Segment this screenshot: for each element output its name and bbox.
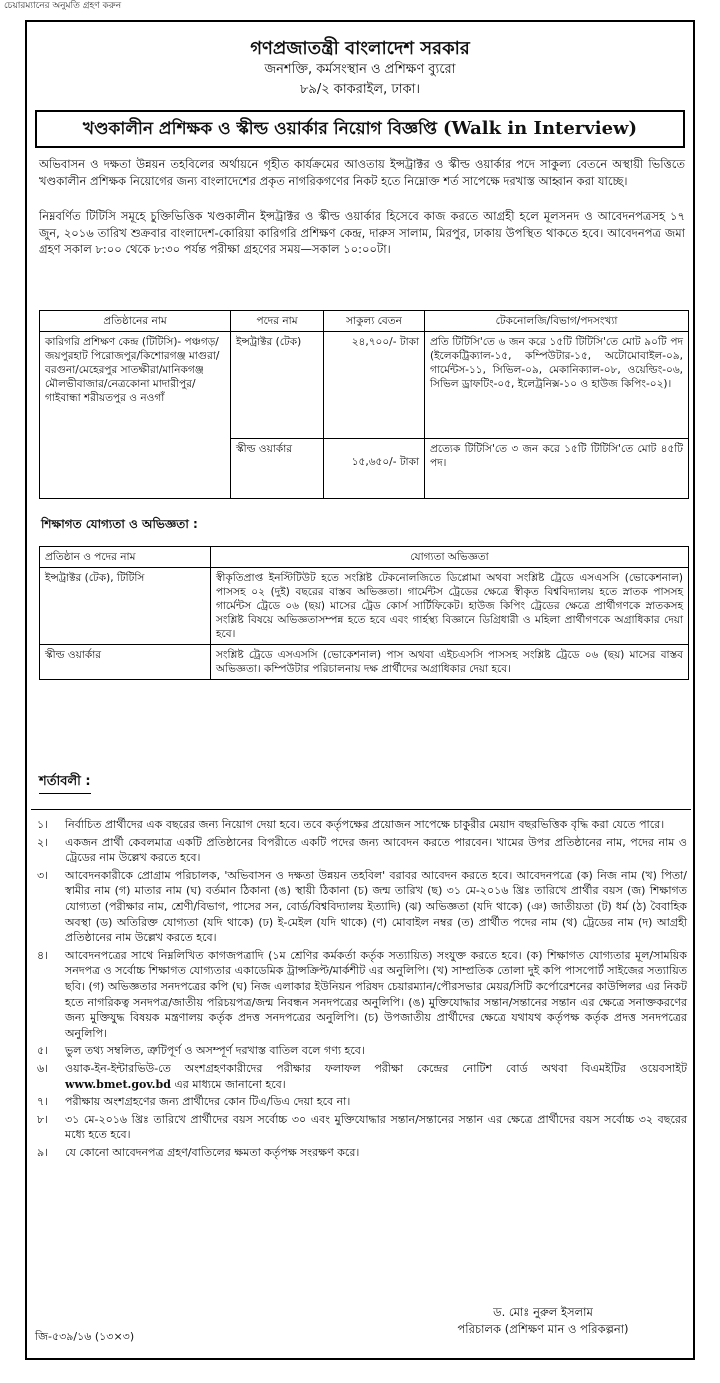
term-text: আবেদনকারীকে প্রোগ্রাম পরিচালক, 'অভিবাসন ও দক্ষতা উন্নয়ন তহবিল' বরাবর আবেদন করতে হবে। আবেদনপত্রে (ক) নিজ নাম (খ) পিতা/স্বামীর নাম (গ) মাতার নাম (ঘ) বর্তমান ঠিকানা (ঙ) স্থায়ী ঠিকানা (চ) জন্ম তারিখ (ছ) ৩১ মে-২০১৬ খ্রিঃ তারিখে প্রার্থীর বয়স (জ) শিক্ষাগত যোগ্যতা (পরীক্ষার নাম, শ্রেণী/বিভাগ, পাসের সন, বোর্ড/বিশ্ববিদ্যালয় ইত্যাদি) (ঝ) অভিজ্ঞতা (যদি থাকে) (ঞ) জাতীয়তা (ট) ধর্ম (ঠ) বৈবাহিক অবস্থা (ড) অতিরিক্ত যোগ্যতা (যদি থাকে) (ঢ) ই-মেইল (যদি থাকে) (ণ) মোবাইল নম্বর (ত) প্রার্থীত পদের নাম (থ) ট্রেডের নাম (দ) আগ্রহী প্রতিষ্ঠানের নাম উল্লেখ করতে হবে।	[65, 868, 687, 945]
qual-text: স্বীকৃতিপ্রাপ্ত ইনস্টিটিউট হতে সংশ্লিষ্ট টেকনোলজিতে ডিপ্লোমা অথবা সংশ্লিষ্ট ট্রেডে এসএসসি (ভোকেশনাল) পাসসহ ০২ (দুই) বছরের বাস্তব অভিজ্ঞতা। গার্মেন্টস ট্রেডের ক্ষেত্রে স্বীকৃত বিশ্ববিদ্যালয় হতে স্নাতক পাসসহ গার্মেন্টস ট্রেডে ০৬ (ছয়) মাসের ট্রেড কোর্স সার্টিফিকেট। হাউজ কিপিং ট্রেডের ক্ষেত্রে প্রার্থীগণকে স্নাতকসহ সংশ্লিষ্ট বিষয়ে অভিজ্ঞতাসম্পন্ন হতে হবে এবং গার্হস্থ্য বিজ্ঞানে ডিগ্রিধারী ও মহিলা প্রার্থীগণকে অগ্রাধিকার দেয়া হবে।	[211, 568, 689, 645]
col-post: পদের নাম	[231, 311, 324, 332]
institution-list: কারিগরি প্রশিক্ষণ কেন্দ্র (টিটিসি)- পঞ্চগড়/জয়পুরহাট পিরোজপুর/কিশোরগঞ্জ মাগুরা/বরগুনা/মেহেরপুর সাতক্ষীরা/মানিকগঞ্জ মৌলভীবাজার/নেত্রকোনা মাদারীপুর/গাইবান্ধা শরীয়তপুর ও নওগাঁ	[40, 332, 231, 499]
col-salary: সাকুল্য বেতন	[324, 311, 425, 332]
term-text: ভুল তথ্য সম্বলিত, ত্রুটিপূর্ণ ও অসম্পূর্ণ দরখাস্ত বাতিল বলে গণ্য হবে।	[65, 1044, 365, 1058]
term-number: ১।	[37, 818, 49, 831]
list-item	[37, 1094, 687, 1110]
post-salary: ১৫,৬৫০/- টাকা	[324, 439, 425, 499]
notice-title	[35, 110, 685, 148]
term-number: ৯।	[37, 1145, 49, 1159]
website-link[interactable]: www.bmet.gov.bd	[65, 1077, 171, 1091]
bureau-address: ৮৯/২ কাকরাইল, ঢাকা।	[299, 82, 421, 97]
term-text: ওয়াক-ইন-ইন্টারভিউ-তে অংশগ্রহণকারীদের পরীক্ষার ফলাফল পরীক্ষা কেন্দ্রের নোটিশ বোর্ড অথবা বিএমইটির ওয়েবসাইট	[65, 1061, 687, 1075]
term-number: ৭।	[37, 1095, 49, 1109]
terms-list	[37, 817, 687, 1162]
terms-heading: শর্তাবলী :	[39, 772, 91, 794]
signatory-name: ড. মোঃ নুরুল ইসলাম	[493, 1305, 593, 1319]
top-strip-text: চেয়ারম্যানের অনুমতি গ্রহণ করুন	[4, 1, 122, 11]
term-number: ২।	[37, 835, 49, 849]
term-number: ৪।	[37, 948, 49, 962]
list-item	[37, 1145, 687, 1161]
intro-paragraph: অভিবাসন ও দক্ষতা উন্নয়ন তহবিলের অর্থায়নে গৃহীত কার্যক্রমের আওতায় ইন্সট্রাক্টর ও স্কীল্ড ওয়ার্কার পদে সাকুল্য বেতনে অস্থায়ী ভিত্তিতে খণ্ডকালীন প্রশিক্ষক নিয়োগের জন্য বাংলাদেশের প্রকৃত নাগরিকগণের নিকট হতে নিম্নোক্ত শর্ত সাপেক্ষে দরখাস্ত আহ্বান করা যাচ্ছে।	[39, 157, 685, 188]
qual-post: ইন্সট্রাক্টর (টেক), টিটিসি	[40, 568, 211, 645]
government-title: গণপ্রজাতন্ত্রী বাংলাদেশ সরকার	[250, 38, 470, 59]
list-item	[37, 1112, 687, 1143]
qualification-table-header	[40, 547, 689, 568]
signature-block	[403, 1304, 683, 1338]
notice-title-en: (Walk in Interview)	[442, 118, 638, 139]
qual-text: সংশ্লিষ্ট ট্রেডে এসএসসি (ভোকেশনাল) পাস অথবা এইচএসসি পাসসহ সংশ্লিষ্ট ট্রেডে ০৬ (ছয়) মাসের বাস্তব অভিজ্ঞতা। কম্পিউটার পরিচালনায় দক্ষ প্রার্থীদের অগ্রাধিকার দেয়া হবে।	[211, 645, 689, 680]
term-text: নির্বাচিত প্রার্থীদের এক বছরের জন্য নিয়োগ দেয়া হবে। তবে কর্তৃপক্ষের প্রয়োজন সাপেক্ষে চাকুরীর মেয়াদ বছরভিত্তিক বৃদ্ধি করা যেতে পারে।	[65, 818, 665, 831]
qual-post: স্কীল্ড ওয়ার্কার	[40, 645, 211, 680]
notice-title-bn: খণ্ডকালীন প্রশিক্ষক ও স্কীল্ড ওয়ার্কার নিয়োগ বিজ্ঞপ্তি	[82, 119, 438, 139]
term-text: ৩১ মে-২০১৬ খ্রিঃ তারিখে প্রার্থীদের বয়স সর্বোচ্চ ৩০ এবং মুক্তিযোদ্ধার সন্তান/সন্তানের সন্তান এর ক্ষেত্রে প্রার্থীদের বয়স সর্বোচ্চ ৩২ বছরের মধ্যে হতে হবে।	[65, 1112, 687, 1142]
advertisement-frame	[25, 20, 695, 1360]
list-item	[37, 817, 687, 833]
post-name: স্কীল্ড ওয়ার্কার	[231, 439, 324, 499]
posts-table	[39, 310, 689, 499]
posts-table-header	[40, 311, 689, 332]
table-row	[40, 332, 689, 439]
post-detail: প্রত্যেক টিটিসি'তে ৩ জন করে ১৫টি টিটিসি'তে মোট ৪৫টি পদ।	[425, 439, 689, 499]
qualification-table	[39, 546, 689, 680]
list-item	[37, 835, 687, 866]
col-institution: প্রতিষ্ঠানের নাম	[40, 311, 231, 332]
term-number: ৮।	[37, 1112, 49, 1126]
col-detail: টেকনোলজি/বিভাগ/পদসংখ্যা	[425, 311, 689, 332]
table-row	[40, 645, 689, 680]
signatory-designation: পরিচালক (প্রশিক্ষণ মান ও পরিকল্পনা)	[457, 1322, 629, 1336]
post-name: ইন্সট্রাক্টর (টেক)	[231, 332, 324, 439]
term-text: যে কোনো আবেদনপত্র গ্রহণ/বাতিলের ক্ষমতা কর্তৃপক্ষ সংরক্ষণ করে।	[65, 1145, 360, 1159]
term-number: ৬।	[37, 1061, 49, 1075]
post-salary: ২৪,৭০০/- টাকা	[324, 332, 425, 439]
term-number: ৫।	[37, 1044, 49, 1058]
list-item	[37, 1043, 687, 1059]
post-detail: প্রতি টিটিসি'তে ৬ জন করে ১৫টি টিটিসি'তে মোট ৯০টি পদ (ইলেকট্রিক্যাল-১৫, কম্পিউটার-১৫, অটোমোবাইল-০৯, গার্মেন্টস-১১, সিভিল-০৯, মেকানিক্যাল-০৮, ওয়েল্ডিং-০৬, সিভিল ড্রাফটিং-০৫, ইলেট্রনিক্স-১০ ও হাউজ কিপিং-০২)।	[425, 332, 689, 439]
qualification-heading: শিক্ষাগত যোগ্যতা ও অভিজ্ঞতা :	[41, 517, 198, 531]
list-item	[37, 868, 687, 946]
term-text: একজন প্রার্থী কেবলমাত্র একটি প্রতিষ্ঠানের বিপরীতে একটি পদের জন্য আবেদন করতে পারবেন। খামের উপর প্রতিষ্ঠানের নাম, পদের নাম ও ট্রেডের নাম উল্লেখ করতে হবে।	[65, 835, 687, 865]
list-item	[37, 1061, 687, 1092]
col-post-institution: প্রতিষ্ঠান ও পদের নাম	[40, 547, 211, 568]
table-row	[40, 568, 689, 645]
terms-divider	[31, 809, 691, 810]
term-text: এর মাধ্যমে জানানো হবে।	[174, 1077, 286, 1091]
term-number: ৩।	[37, 868, 49, 882]
term-text: পরীক্ষায় অংশগ্রহণের জন্য প্রার্থীদের কোন টিএ/ডিএ দেয়া হবে না।	[65, 1095, 351, 1109]
term-text: আবেদনপত্রের সাথে নিম্নলিখিত কাগজপত্রাদি (১ম শ্রেণির কর্মকর্তা কর্তৃক সত্যায়িত) সংযুক্ত করতে হবে। (ক) শিক্ষাগত যোগ্যতার মূল/সাময়িক সনদপত্র ও সর্বোচ্চ শিক্ষাগত যোগ্যতার একাডেমিক ট্রান্সক্রিপ্ট/মার্কশীট এর অনুলিপি। (খ) সাম্প্রতিক তোলা দুই কপি পাসপোর্ট সাইজের সত্যায়িত ছবি। (গ) অভিজ্ঞতার সনদপত্রের কপি (ঘ) নিজ এলাকার ইউনিয়ন পরিষদ চেয়ারম্যান/পৌরসভার মেয়র/সিটি কর্পোরেশনের কাউন্সিলর এর নিকট হতে নাগরিকত্ব সনদপত্র/জাতীয় পরিচয়পত্র/জন্ম নিবন্ধন সনদপত্রের অনুলিপি। (ঙ) মুক্তিযোদ্ধার সন্তান/সন্তানের সন্তান এর ক্ষেত্রে সনাক্তকরণের জন্য মুক্তিযুদ্ধ বিষয়ক মন্ত্রণালয় কর্তৃক প্রদত্ত সনদপত্রের অনুলিপি। (চ) উপজাতীয় প্রার্থীদের ক্ষেত্রে যথাযথ কর্তৃপক্ষ কর্তৃক প্রদত্ত সনদপত্রের অনুলিপি।	[65, 948, 687, 1040]
col-qualification: যোগ্যতা অভিজ্ঞতা	[211, 547, 689, 568]
bureau-name: জনশক্তি, কর্মসংস্থান ও প্রশিক্ষণ ব্যুরো	[264, 62, 456, 77]
list-item	[37, 948, 687, 1042]
instructions-paragraph: নিম্নবর্ণিত টিটিসি সমূহে চুক্তিভিত্তিক খণ্ডকালীন ইন্সট্রাক্টর ও স্কীল্ড ওয়ার্কার হিসেবে কাজ করতে আগ্রহী হলে মূলসনদ ও আবেদনপত্রসহ ১৭ জুন, ২০১৬ তারিখ শুক্রবার বাংলাদেশ-কোরিয়া কারিগরি প্রশিক্ষণ কেন্দ্র, দারুস সালাম, মিরপুর, ঢাকায় উপস্থিত থাকতে হবে। আবেদনপত্র জমা গ্রহণ সকাল ৮:০০ থেকে ৮:৩০ পর্যন্ত পরীক্ষা গ্রহণের সময়—সকাল ১০:০০টা।	[39, 209, 685, 256]
advertisement-code: জি-৫৩৯/১৬ (১৩×৩)	[35, 1330, 135, 1343]
